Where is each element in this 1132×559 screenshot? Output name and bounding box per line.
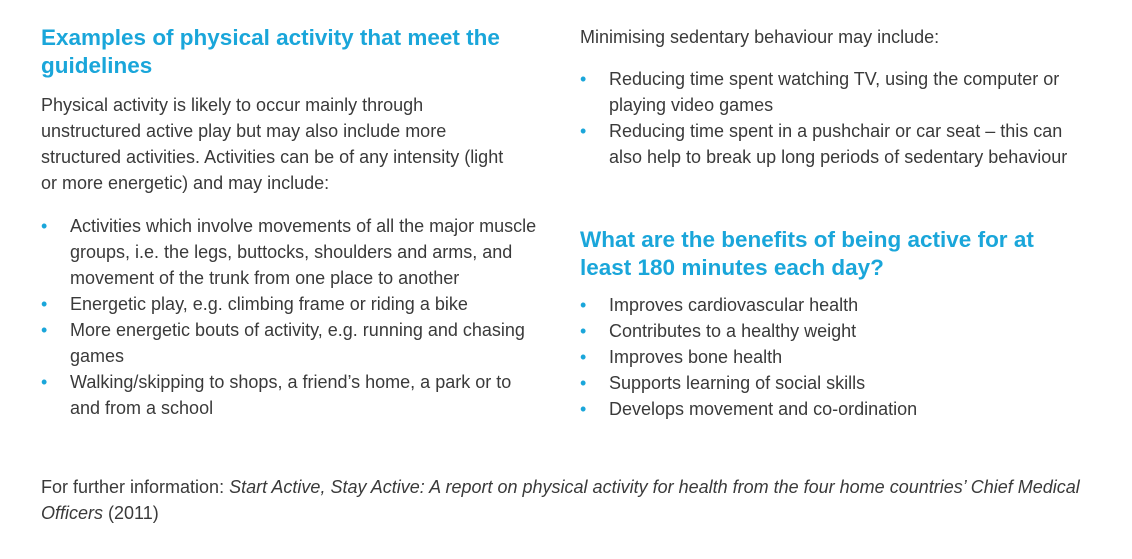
bullet-icon: • [41, 294, 48, 314]
bullet-icon: • [580, 373, 587, 393]
list-item-text: Improves cardiovascular health [609, 295, 859, 315]
list-item [41, 291, 541, 317]
list-item-text: Supports learning of social skills [609, 373, 866, 393]
list-item-text: Activities which involve movements of all the major muscle groups, i.e. the legs, buttocks, shoulders and arms, and movement of the trunk from one place to another [70, 216, 537, 288]
bullet-icon: • [41, 216, 48, 236]
report-title: Start Active, Stay Active: A report on physical activity for health from the four home countries’ Chief Medical Officers [41, 477, 1080, 523]
list-item-text: Develops movement and co-ordination [609, 399, 918, 419]
list-item-text: Reducing time spent in a pushchair or car seat – this can also help to break up long periods of sedentary behaviour [609, 121, 1068, 167]
bullet-icon: • [580, 321, 587, 341]
footer-suffix: (2011) [103, 503, 159, 523]
bullet-icon: • [580, 399, 587, 419]
list-item-text: Energetic play, e.g. climbing frame or riding a bike [70, 294, 468, 314]
list-item-text: More energetic bouts of activity, e.g. running and chasing games [70, 320, 525, 366]
sedentary-list [580, 66, 1080, 170]
sedentary-intro-text: Minimising sedentary behaviour may include: [580, 27, 940, 47]
bullet-icon: • [41, 320, 48, 340]
list-item-text: Contributes to a healthy weight [609, 321, 857, 341]
list-item-text: Reducing time spent watching TV, using the computer or playing video games [609, 69, 1060, 115]
footer-prefix: For further information: [41, 477, 230, 497]
list-item [580, 318, 1080, 344]
list-item [580, 396, 1080, 422]
list-item [580, 292, 1080, 318]
benefits-list [580, 292, 1080, 422]
bullet-icon: • [41, 372, 48, 392]
list-item-text: Improves bone health [609, 347, 783, 367]
activity-examples-list [41, 213, 541, 421]
list-item [41, 317, 541, 369]
benefits-heading: What are the benefits of being active for at least 180 minutes each day? [580, 227, 1034, 280]
list-item-text: Walking/skipping to shops, a friend’s home, a park or to and from a school [70, 372, 512, 418]
list-item [41, 213, 541, 291]
bullet-icon: • [580, 121, 587, 141]
bullet-icon: • [580, 69, 587, 89]
list-item [41, 369, 541, 421]
list-item [580, 118, 1080, 170]
list-item [580, 344, 1080, 370]
activity-intro-text: Physical activity is likely to occur mainly through unstructured active play but may also include more structured activities. Activities can be of any intensity (light or more energetic) and may include: [41, 95, 504, 193]
further-information-footer [41, 474, 1101, 526]
list-item [580, 370, 1080, 396]
bullet-icon: • [580, 347, 587, 367]
activity-examples-heading: Examples of physical activity that meet the guidelines [41, 25, 500, 78]
list-item [580, 66, 1080, 118]
bullet-icon: • [580, 295, 587, 315]
